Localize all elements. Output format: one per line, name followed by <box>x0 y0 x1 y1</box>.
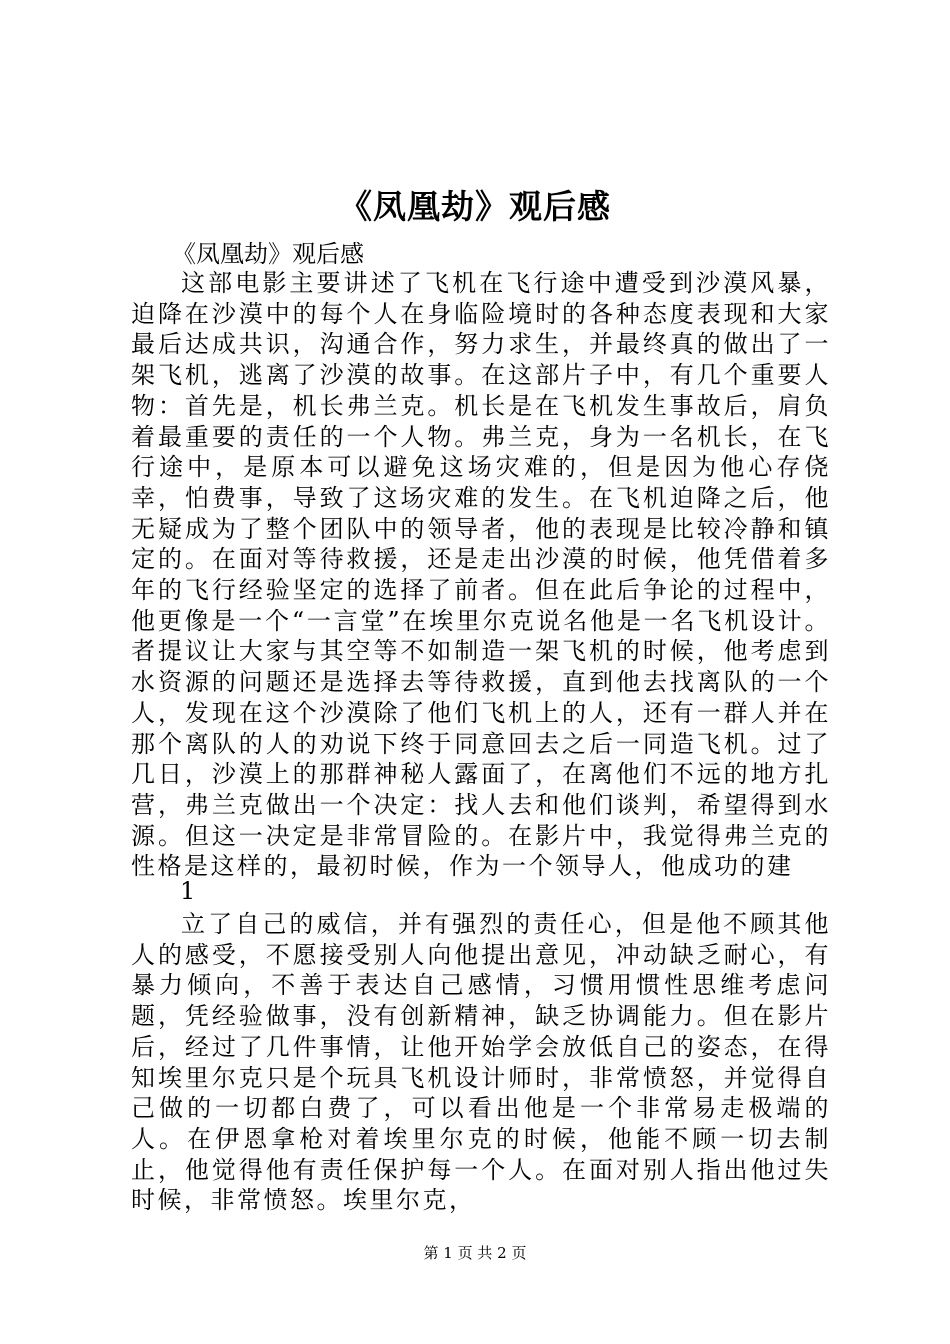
body-paragraph-2: 立了自己的威信，并有强烈的责任心，但是他不顾其他人的感受，不愿接受别人向他提出意见，冲动缺乏耐心，有暴力倾向，不善于表达自己感情，习惯用惯性思维考虑问题，凭经验做事，没有创新精神，缺乏协调能力。但在影片后，经过了几件事情，让他开始学会放低自己的姿态，在得知埃里尔克只是个玩具飞机设计师时，非常愤怒，并觉得自己做的一切都白费了，可以看出他是一个非常易走极端的人。在伊恩拿枪对着埃里尔克的时候，他能不顾一切去制止，他觉得他有责任保护每一个人。在面对别人指出他过失时候，非常愤怒。埃里尔克， <box>131 910 831 1215</box>
page-footer: 第 1 页 共 2 页 <box>423 1244 527 1262</box>
body-paragraph-1: 这部电影主要讲述了飞机在飞行途中遭受到沙漠风暴，迫降在沙漠中的每个人在身临险境时的各种态度表现和大家最后达成共识，沟通合作，努力求生，并最终真的做出了一架飞机，逃离了沙漠的故事。在这部片子中，有几个重要人物：首先是，机长弗兰克。机长是在飞机发生事故后，肩负着最重要的责任的一个人物。弗兰克，身为一名机长，在飞行途中，是原本可以避免这场灾难的，但是因为他心存侥幸，怕费事，导致了这场灾难的发生。在飞机迫降之后，他无疑成为了整个团队中的领导者，他的表现是比较冷静和镇定的。在面对等待救援，还是走出沙漠的时候，他凭借着多年的飞行经验坚定的选择了前者。但在此后争论的过程中，他更像是一个“一言堂”在埃里尔克说名他是一名飞机设计。者提议让大家与其空等不如制造一架飞机的时候，他考虑到水资源的问题还是选择去等待救援，直到他去找离队的一个人，发现在这个沙漠除了他们飞机上的人，还有一群人并在那个离队的人的劝说下终于同意回去之后一同造飞机。过了几日，沙漠上的那群神秘人露面了，在离他们不远的地方扎营，弗兰克做出一个决定：找人去和他们谈判，希望得到水源。但这一决定是非常冒险的。在影片中，我觉得弗兰克的性格是这样的，最初时候，作为一个领导人，他成功的建 <box>131 269 831 881</box>
page-break-marker: 1 <box>180 877 196 905</box>
document-title: 《凤凰劫》观后感 <box>339 187 611 226</box>
document-subtitle: 《凤凰劫》观后感 <box>172 240 364 268</box>
